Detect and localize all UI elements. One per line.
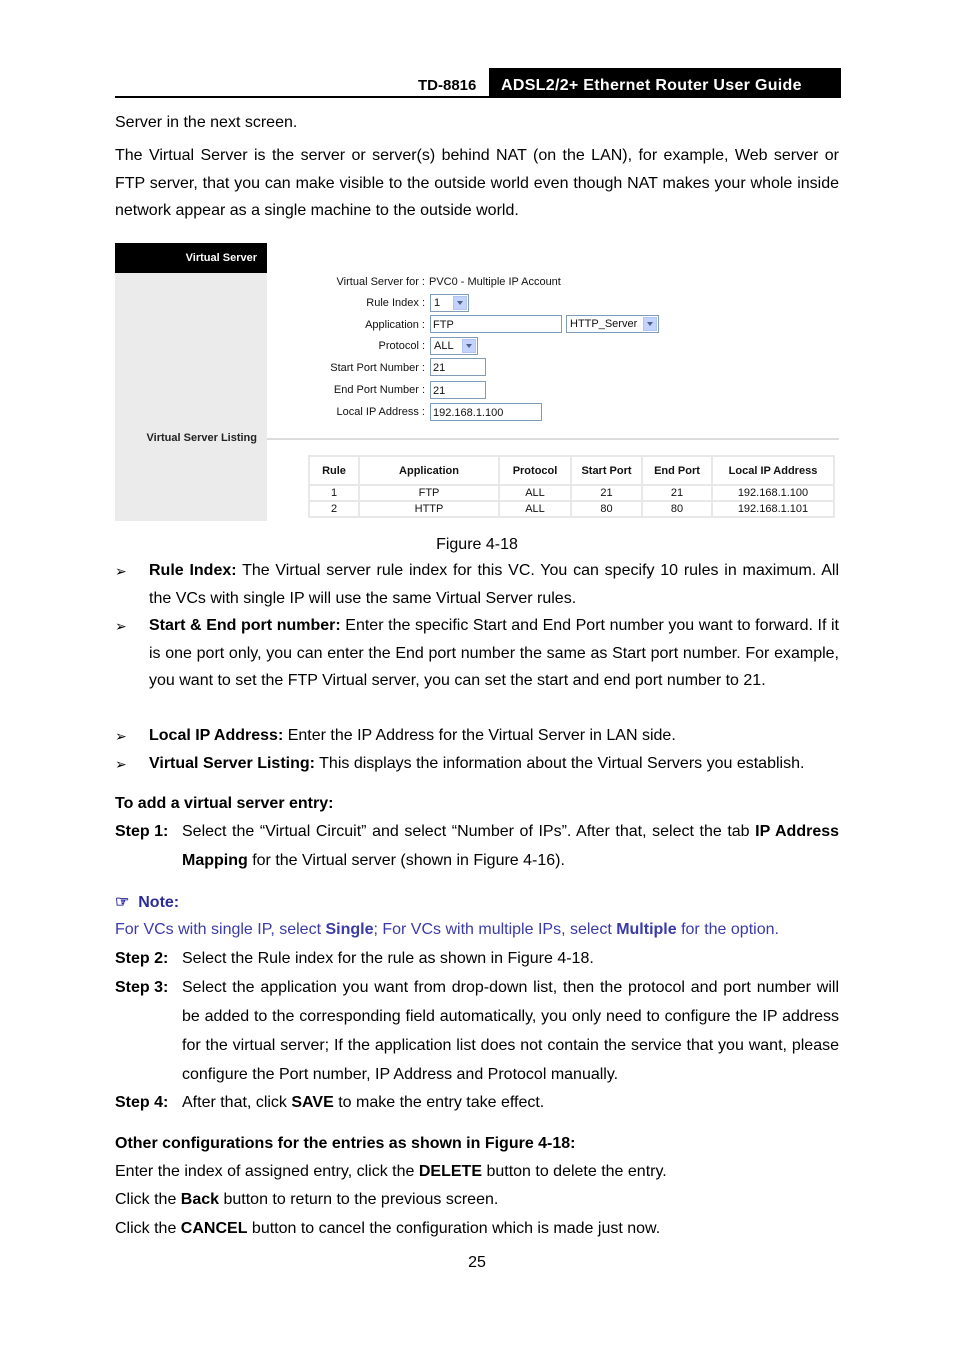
protocol-select[interactable] (430, 337, 478, 355)
bullet-arrow-icon: ➢ (115, 756, 127, 772)
header-rule (115, 96, 841, 98)
local-ip-input[interactable]: 192.168.1.100 (430, 403, 542, 421)
note-bold: Multiple (616, 921, 677, 938)
bullet-term: Virtual Server Listing: (149, 755, 315, 772)
step3-text: Select the application you want from drop-down list, then the protocol and port number will be added to the corresponding field automatically, you only need to configure the IP address for the virtual server; If the application list does not contain the service that you want, please configure the Port number, IP Address and Protocol manually. (182, 979, 839, 1083)
start-port-input[interactable]: 21 (430, 358, 486, 376)
table-header: Rule (310, 457, 358, 484)
rule-index-select[interactable] (430, 294, 469, 312)
line-part: Enter the index of assigned entry, click the (115, 1163, 419, 1180)
hand-pointer-icon: ☞ (115, 894, 130, 911)
table-cell: 80 (572, 502, 641, 516)
line-bold: DELETE (418, 1163, 482, 1180)
table-cell: 192.168.1.100 (713, 486, 833, 500)
figure-listing-label: Virtual Server Listing (146, 432, 257, 444)
application-label: Application : (365, 319, 425, 331)
other-config-heading: Other configurations for the entries as shown in Figure 4-18: (115, 1135, 576, 1152)
other-config-line (115, 1163, 667, 1181)
bullet-arrow-icon: ➢ (115, 563, 127, 579)
figure-separator (267, 438, 839, 440)
table-cell: ALL (500, 486, 570, 500)
header-model: TD-8816 (418, 77, 477, 94)
table-row (310, 486, 833, 500)
table-header: End Port (643, 457, 711, 484)
table-cell: 192.168.1.101 (713, 502, 833, 516)
note-part: for the option. (676, 921, 779, 938)
intro-paragraph: The Virtual Server is the server or server(s) behind NAT (on the LAN), for example, Web server or FTP server, that you can make visible to the outside world even though NAT makes your whole inside network appear as a single machine to the outside world. (115, 147, 839, 219)
protocol-label: Protocol : (378, 340, 425, 352)
table-header-row (310, 457, 833, 484)
table-header: Local IP Address (713, 457, 833, 484)
line-bold: Back (180, 1191, 220, 1208)
table-header: Protocol (500, 457, 570, 484)
bullet-term: Rule Index: (149, 562, 237, 579)
header-guide-title: ADSL2/2+ Ethernet Router User Guide (489, 68, 841, 98)
other-config-line (115, 1191, 498, 1209)
line-part: Click the (115, 1191, 181, 1208)
bullet-text: The Virtual server rule index for this VC. You can specify 10 rules in maximum. All the VCs with single IP will use the same Virtual Server rules. (149, 562, 839, 607)
end-port-label: End Port Number : (333, 384, 425, 396)
note-label-text: Note: (138, 894, 180, 911)
bullet-text: Enter the specific Start and End Port number you want to forward. If it is one port only, you can enter the End port number the same as Start port number. For example, you want to set the FTP Virtual server, you can set the start and end port number to 21. (149, 617, 839, 689)
line-part: button to cancel the configuration which is made just now. (247, 1220, 661, 1237)
virtual-server-table (308, 455, 835, 518)
step-label: Step 3: (115, 979, 169, 996)
table-header: Application (360, 457, 498, 484)
chevron-down-icon (643, 317, 657, 331)
rule-index-value: 1 (434, 297, 441, 309)
step-label: Step 4: (115, 1094, 169, 1111)
bullet-port-number (149, 612, 839, 695)
step-label: Step 2: (115, 950, 169, 967)
page-number: 25 (468, 1254, 486, 1271)
bullet-local-ip (149, 722, 839, 750)
bullet-text: This displays the information about the Virtual Servers you establish. (314, 755, 805, 772)
step-text: Select the “Virtual Circuit” and select “Number of IPs”. After that, select the tab (182, 823, 756, 840)
note-part: For VCs with single IP, select (115, 921, 326, 938)
protocol-value: ALL (434, 340, 454, 352)
virtual-server-for-label: Virtual Server for : (336, 276, 425, 288)
start-port-label: Start Port Number : (330, 362, 425, 374)
step-text: After that, click (182, 1094, 292, 1111)
bullet-text: Enter the IP Address for the Virtual Server in LAN side. (283, 727, 676, 744)
figure-panel-title: Virtual Server (115, 243, 267, 273)
table-cell: FTP (360, 486, 498, 500)
bullet-arrow-icon: ➢ (115, 728, 127, 744)
chevron-down-icon (453, 296, 467, 310)
table-cell: 2 (310, 502, 358, 516)
application-input[interactable]: FTP (430, 315, 562, 333)
table-header: Start Port (572, 457, 641, 484)
other-config-line (115, 1220, 660, 1238)
virtual-server-figure (115, 243, 839, 521)
note-bold: Single (325, 921, 374, 938)
virtual-server-for-value: PVC0 - Multiple IP Account (429, 276, 561, 288)
rule-index-label: Rule Index : (366, 297, 425, 309)
application-select-value: HTTP_Server (570, 318, 638, 330)
step-bold: IP Address Mapping (182, 823, 840, 869)
bullet-listing (149, 750, 839, 778)
note-part: ; For VCs with multiple IPs, select (373, 921, 617, 938)
line-bold: CANCEL (180, 1220, 248, 1237)
table-cell: 21 (572, 486, 641, 500)
step-text: to make the entry take effect. (333, 1094, 545, 1111)
application-select[interactable] (566, 315, 659, 333)
figure-caption: Figure 4-18 (436, 536, 518, 553)
chevron-down-icon (462, 339, 476, 353)
step2-text: Select the Rule index for the rule as shown in Figure 4-18. (182, 950, 594, 967)
bullet-rule-index (149, 557, 839, 612)
table-cell: HTTP (360, 502, 498, 516)
step-text: for the Virtual server (shown in Figure 4-16). (247, 852, 565, 869)
table-row (310, 502, 833, 516)
table-cell: 80 (643, 502, 711, 516)
step-label: Step 1: (115, 823, 169, 840)
bullet-term: Local IP Address: (149, 727, 284, 744)
table-cell: 1 (310, 486, 358, 500)
line-part: button to delete the entry. (482, 1163, 667, 1180)
bullet-arrow-icon: ➢ (115, 618, 127, 634)
local-ip-label: Local IP Address : (336, 406, 425, 418)
table-cell: ALL (500, 502, 570, 516)
table-cell: 21 (643, 486, 711, 500)
line-part: Click the (115, 1220, 181, 1237)
step1-text (182, 817, 839, 875)
line-part: button to return to the previous screen. (219, 1191, 499, 1208)
note-text (115, 921, 779, 939)
add-entry-heading: To add a virtual server entry: (115, 795, 334, 812)
step4-text (182, 1088, 839, 1117)
note-label (115, 892, 179, 912)
end-port-input[interactable]: 21 (430, 381, 486, 399)
step-bold: SAVE (291, 1094, 334, 1111)
bullet-term: Start & End port number: (149, 617, 341, 634)
intro-line: Server in the next screen. (115, 114, 298, 131)
